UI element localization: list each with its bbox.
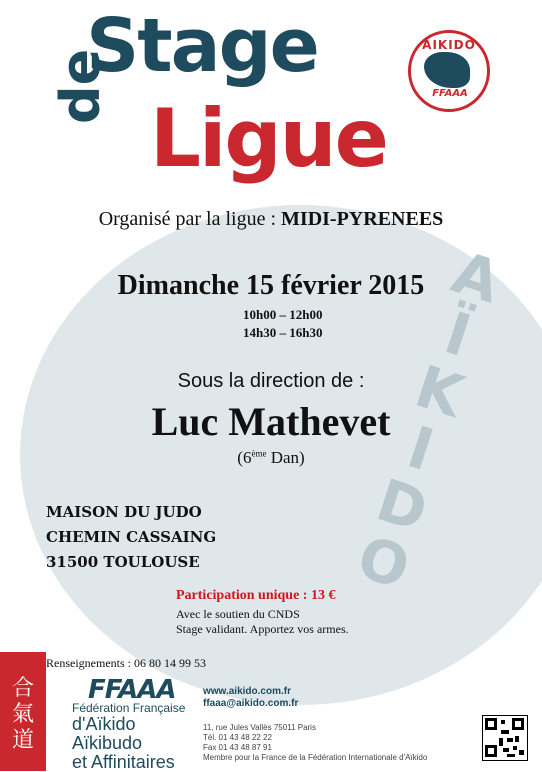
title-de: de (49, 48, 112, 124)
footer-address: 11, rue Jules Vallès 75011 Paris (203, 723, 316, 732)
kanji-ki: 氣 (11, 702, 34, 727)
venue-address (46, 500, 216, 575)
kanji-ai: 合 (11, 676, 34, 701)
kanji-do: 道 (11, 728, 34, 753)
support-line: Avec le soutien du CNDS (176, 607, 300, 621)
website-link[interactable]: www.aikido.com.fr (203, 686, 291, 697)
ffaaa-logo: FFAAA (88, 675, 176, 705)
aikido-logo-text: AIKIDO (422, 38, 476, 52)
qr-code-icon (482, 715, 528, 761)
teacher-grade (0, 448, 542, 468)
price: Participation unique : 13 € (176, 588, 336, 603)
organizer-prefix: Organisé par la ligue : (98, 208, 282, 230)
grade-sup: ème (251, 448, 267, 459)
email-link[interactable]: ffaaa@aikido.com.fr (203, 698, 299, 709)
aikido-watermark-letters: A Ï K I D O (349, 238, 509, 603)
federation-line3: Aïkibudo (72, 733, 143, 753)
footer-fax: Fax 01 43 48 87 91 (203, 743, 272, 752)
federation-line4: et Affinitaires (72, 752, 175, 772)
event-date: Dimanche 15 février 2015 (117, 270, 425, 301)
grade-close: Dan) (266, 448, 305, 467)
aikido-kanji (0, 676, 46, 754)
title-ligue: Ligue (150, 92, 387, 185)
address-line1: MAISON DU JUDO (46, 503, 202, 521)
federation-line2: d'Aïkido (72, 714, 136, 734)
teacher-name: Luc Mathevet (151, 399, 391, 444)
aikido-logo-brand: FFAAA (432, 88, 468, 99)
footer-contact (203, 723, 427, 763)
footer-links (203, 686, 298, 710)
address-line3: 31500 TOULOUSE (46, 553, 200, 571)
time-afternoon: 14h30 – 16h30 (243, 325, 323, 340)
ffaaa-federation-name (72, 702, 185, 772)
time-morning: 10h00 – 12h00 (243, 307, 323, 322)
federation-line1: Fédération Française (72, 701, 186, 715)
footer-tel: Tél. 01 43 48 22 22 (203, 733, 272, 742)
organizer-line (0, 208, 542, 231)
stage-note: Stage validant. Apportez vos armes. (176, 622, 349, 636)
title-stage: Stage (86, 3, 318, 89)
grade-open: (6 (237, 448, 252, 467)
address-line2: CHEMIN CASSAING (46, 528, 217, 546)
direction-label: Sous la direction de : (177, 370, 365, 392)
event-times (243, 306, 322, 342)
support-notes (176, 607, 349, 637)
footer-membership: Membre pour la France de la Fédération Internationale d'Aïkido (203, 753, 428, 762)
renseignements-phone: Renseignements : 06 80 14 99 53 (46, 656, 206, 670)
organizer-league: MIDI-PYRENEES (281, 208, 444, 230)
